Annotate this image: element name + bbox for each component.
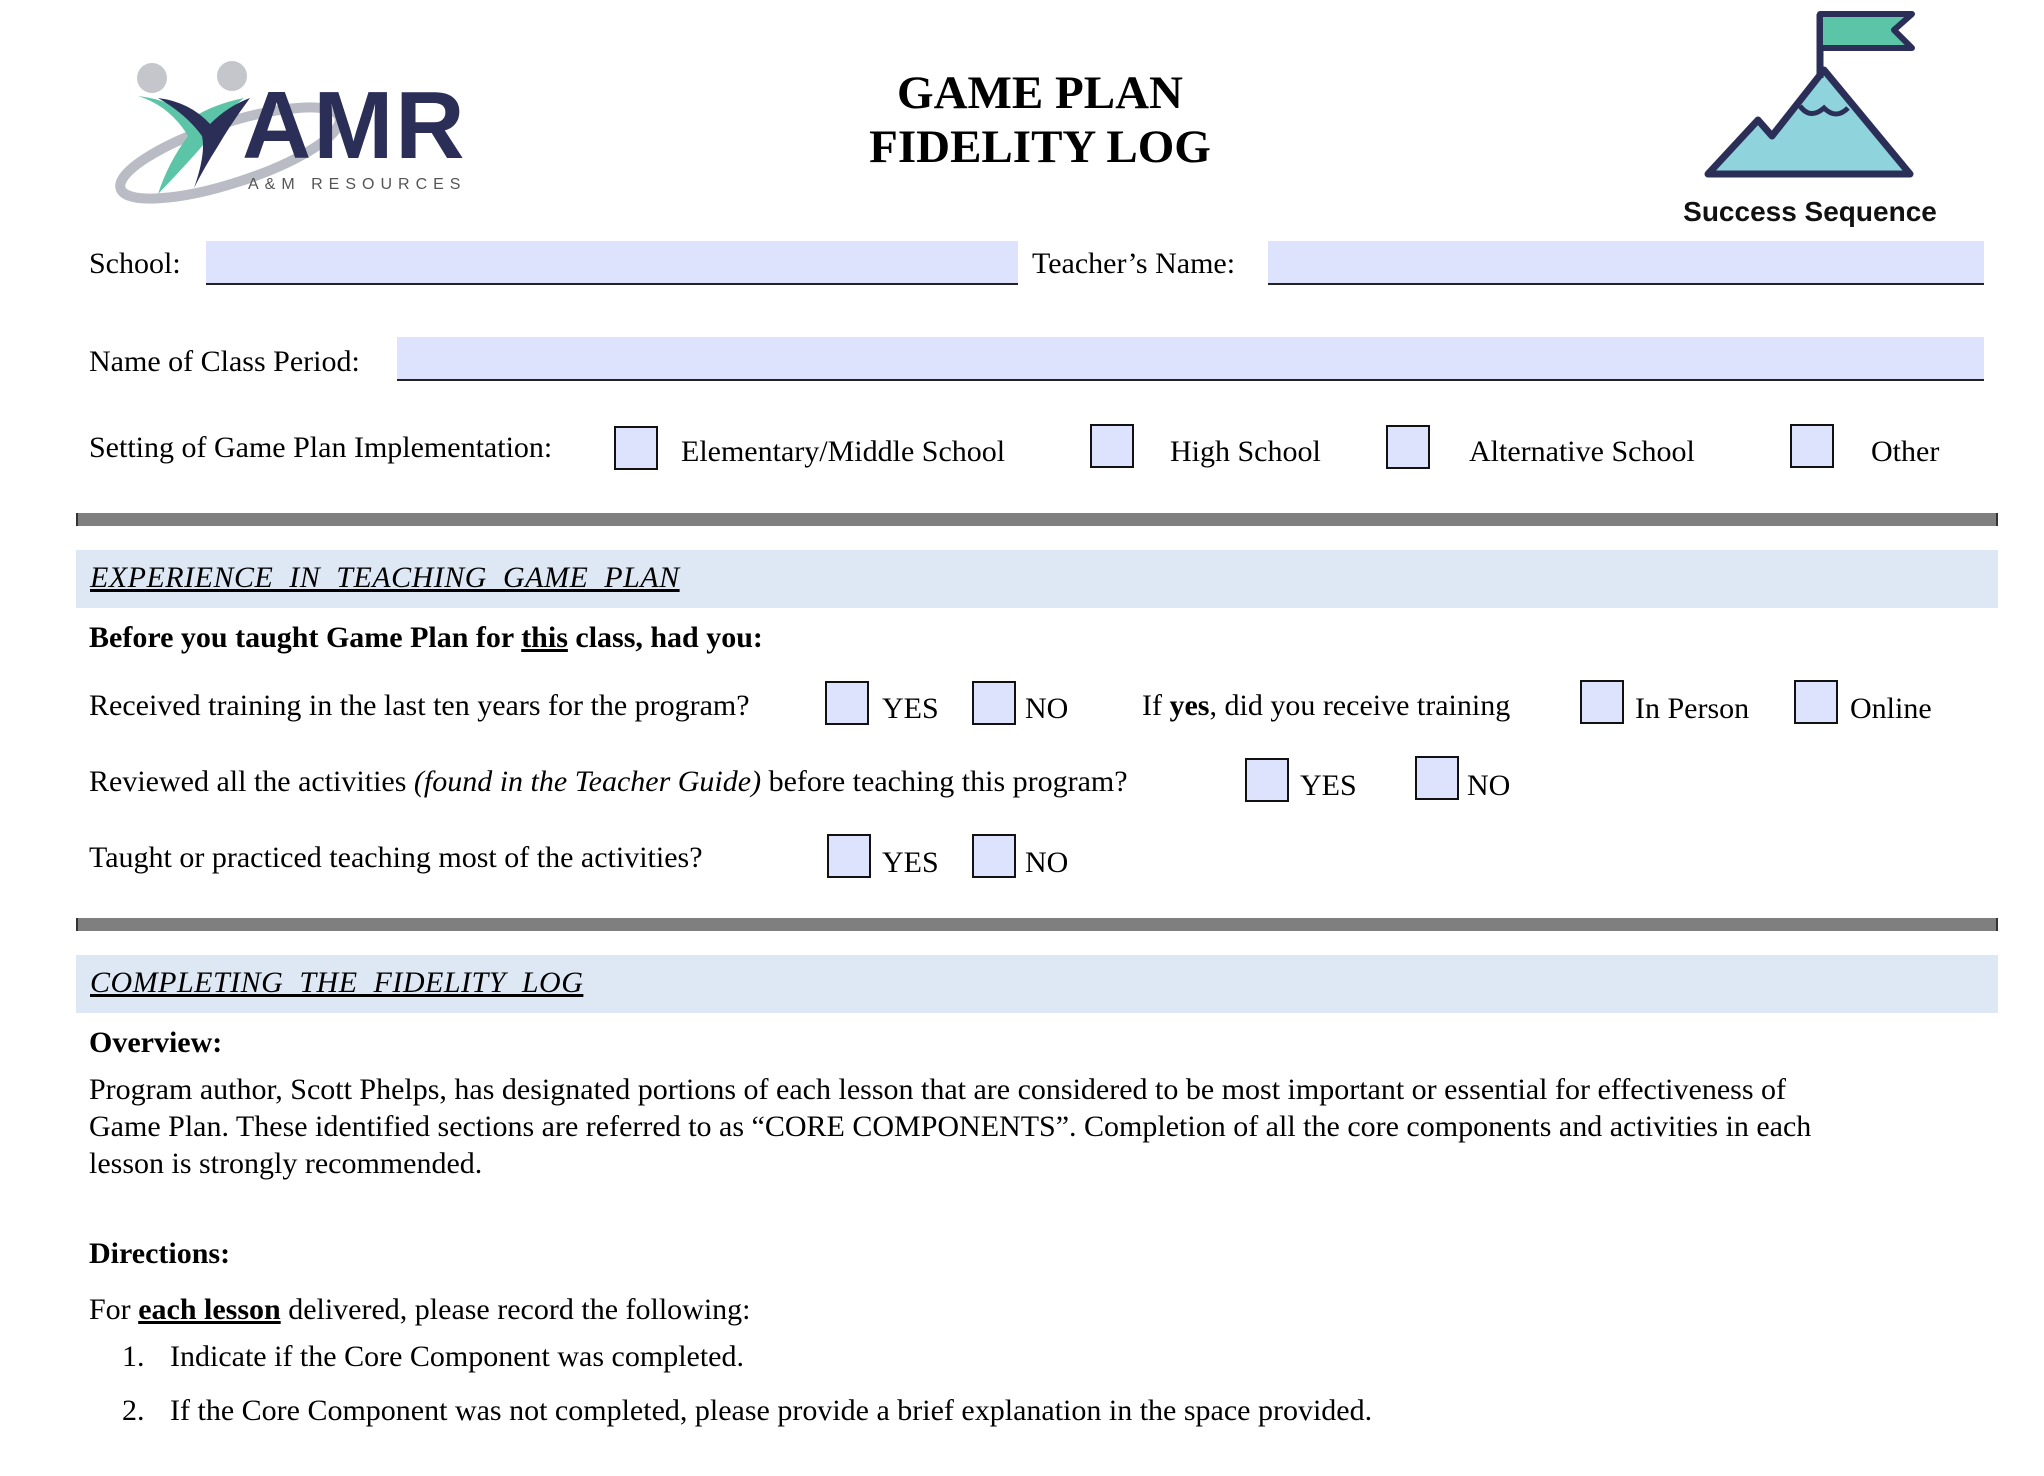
training-online-checkbox[interactable] (1794, 680, 1838, 724)
success-sequence-logo (1660, 8, 1960, 233)
directions-step (122, 1393, 1372, 1429)
experience-lead (89, 620, 763, 656)
training-online-label: Online (1850, 692, 1932, 725)
experience-lead-post: class, had you: (567, 621, 763, 654)
class-period-field[interactable] (397, 337, 1984, 381)
overview-line-1: Program author, Scott Phelps, has designated portions of each lesson that are considered to be most important or essential for effectiveness of (89, 1073, 1786, 1106)
overview-paragraph (89, 1071, 1989, 1182)
overview-line-2: Game Plan. These identified sections are referred to as “CORE COMPONENTS”. Completion of all the core components and activities in each (89, 1110, 1812, 1143)
directions-intro-post: delivered, please record the following: (280, 1293, 751, 1326)
question-practiced: Taught or practiced teaching most of the activities? (89, 841, 703, 874)
experience-section-header (76, 550, 1998, 608)
practiced-no-checkbox[interactable] (972, 834, 1016, 878)
teacher-name-field[interactable] (1268, 241, 1984, 285)
page-title-line1: GAME PLAN (897, 67, 1183, 119)
reviewed-no-label: NO (1467, 769, 1511, 802)
directions-intro (89, 1292, 751, 1328)
teacher-name-label: Teacher’s Name: (1032, 247, 1236, 280)
section-divider (76, 918, 1998, 931)
practiced-no-label: NO (1025, 846, 1069, 879)
amr-logo-text: AMR (242, 72, 467, 179)
step-number: 2. (122, 1394, 145, 1427)
training-yes-checkbox[interactable] (825, 681, 869, 725)
directions-intro-pre: For (89, 1293, 139, 1326)
training-followup-bold: yes (1169, 689, 1210, 722)
experience-section-title: EXPERIENCE IN TEACHING GAME PLAN (90, 561, 680, 594)
question-reviewed (89, 764, 1128, 800)
page-title-line2: FIDELITY LOG (869, 121, 1211, 173)
practiced-yes-checkbox[interactable] (827, 834, 871, 878)
training-no-checkbox[interactable] (972, 681, 1016, 725)
setting-label: Setting of Game Plan Implementation: (89, 431, 553, 464)
school-label: School: (89, 247, 181, 280)
experience-lead-emph: this (521, 621, 568, 654)
completing-section-header (76, 955, 1998, 1013)
practiced-yes-label: YES (882, 846, 939, 879)
question-reviewed-pre: Reviewed all the activities (89, 765, 414, 798)
question-reviewed-italic: (found in the Teacher Guide) (413, 765, 762, 798)
step-number: 1. (122, 1340, 145, 1373)
class-period-label: Name of Class Period: (89, 345, 360, 378)
setting-other-checkbox[interactable] (1790, 424, 1834, 468)
setting-alternative-checkbox[interactable] (1386, 425, 1430, 469)
section-divider (76, 513, 1998, 526)
training-in-person-checkbox[interactable] (1580, 680, 1624, 724)
mountain-flag-icon (1660, 8, 1960, 188)
success-sequence-caption: Success Sequence (1683, 196, 1937, 227)
directions-intro-emph: each lesson (138, 1293, 281, 1326)
directions-heading: Directions: (89, 1237, 231, 1270)
setting-elementary-label: Elementary/Middle School (681, 435, 1006, 468)
setting-elementary-checkbox[interactable] (614, 426, 658, 470)
training-followup-post: , did you receive training (1209, 689, 1511, 722)
amr-logo (110, 58, 490, 208)
experience-lead-pre: Before you taught Game Plan for (89, 621, 522, 654)
question-training: Received training in the last ten years for the program? (89, 689, 750, 722)
reviewed-yes-checkbox[interactable] (1245, 758, 1289, 802)
setting-alternative-label: Alternative School (1469, 435, 1695, 468)
completing-section-title: COMPLETING THE FIDELITY LOG (90, 966, 584, 999)
question-reviewed-post: before teaching this program? (761, 765, 1128, 798)
training-followup-pre: If (1142, 689, 1170, 722)
training-followup (1142, 688, 1510, 724)
overview-heading: Overview: (89, 1026, 223, 1059)
step-text: Indicate if the Core Component was completed. (170, 1340, 744, 1373)
reviewed-yes-label: YES (1300, 769, 1357, 802)
amr-logo-subtext: A&M RESOURCES (248, 176, 467, 193)
step-text: If the Core Component was not completed, please provide a brief explanation in the space provided. (170, 1394, 1373, 1427)
directions-step (122, 1339, 744, 1375)
setting-other-label: Other (1871, 435, 1940, 468)
training-in-person-label: In Person (1635, 692, 1750, 725)
setting-high-school-label: High School (1170, 435, 1321, 468)
overview-line-3: lesson is strongly recommended. (89, 1147, 483, 1180)
setting-high-school-checkbox[interactable] (1090, 424, 1134, 468)
training-no-label: NO (1025, 692, 1069, 725)
school-field[interactable] (206, 241, 1018, 285)
training-yes-label: YES (882, 692, 939, 725)
reviewed-no-checkbox[interactable] (1415, 756, 1459, 800)
